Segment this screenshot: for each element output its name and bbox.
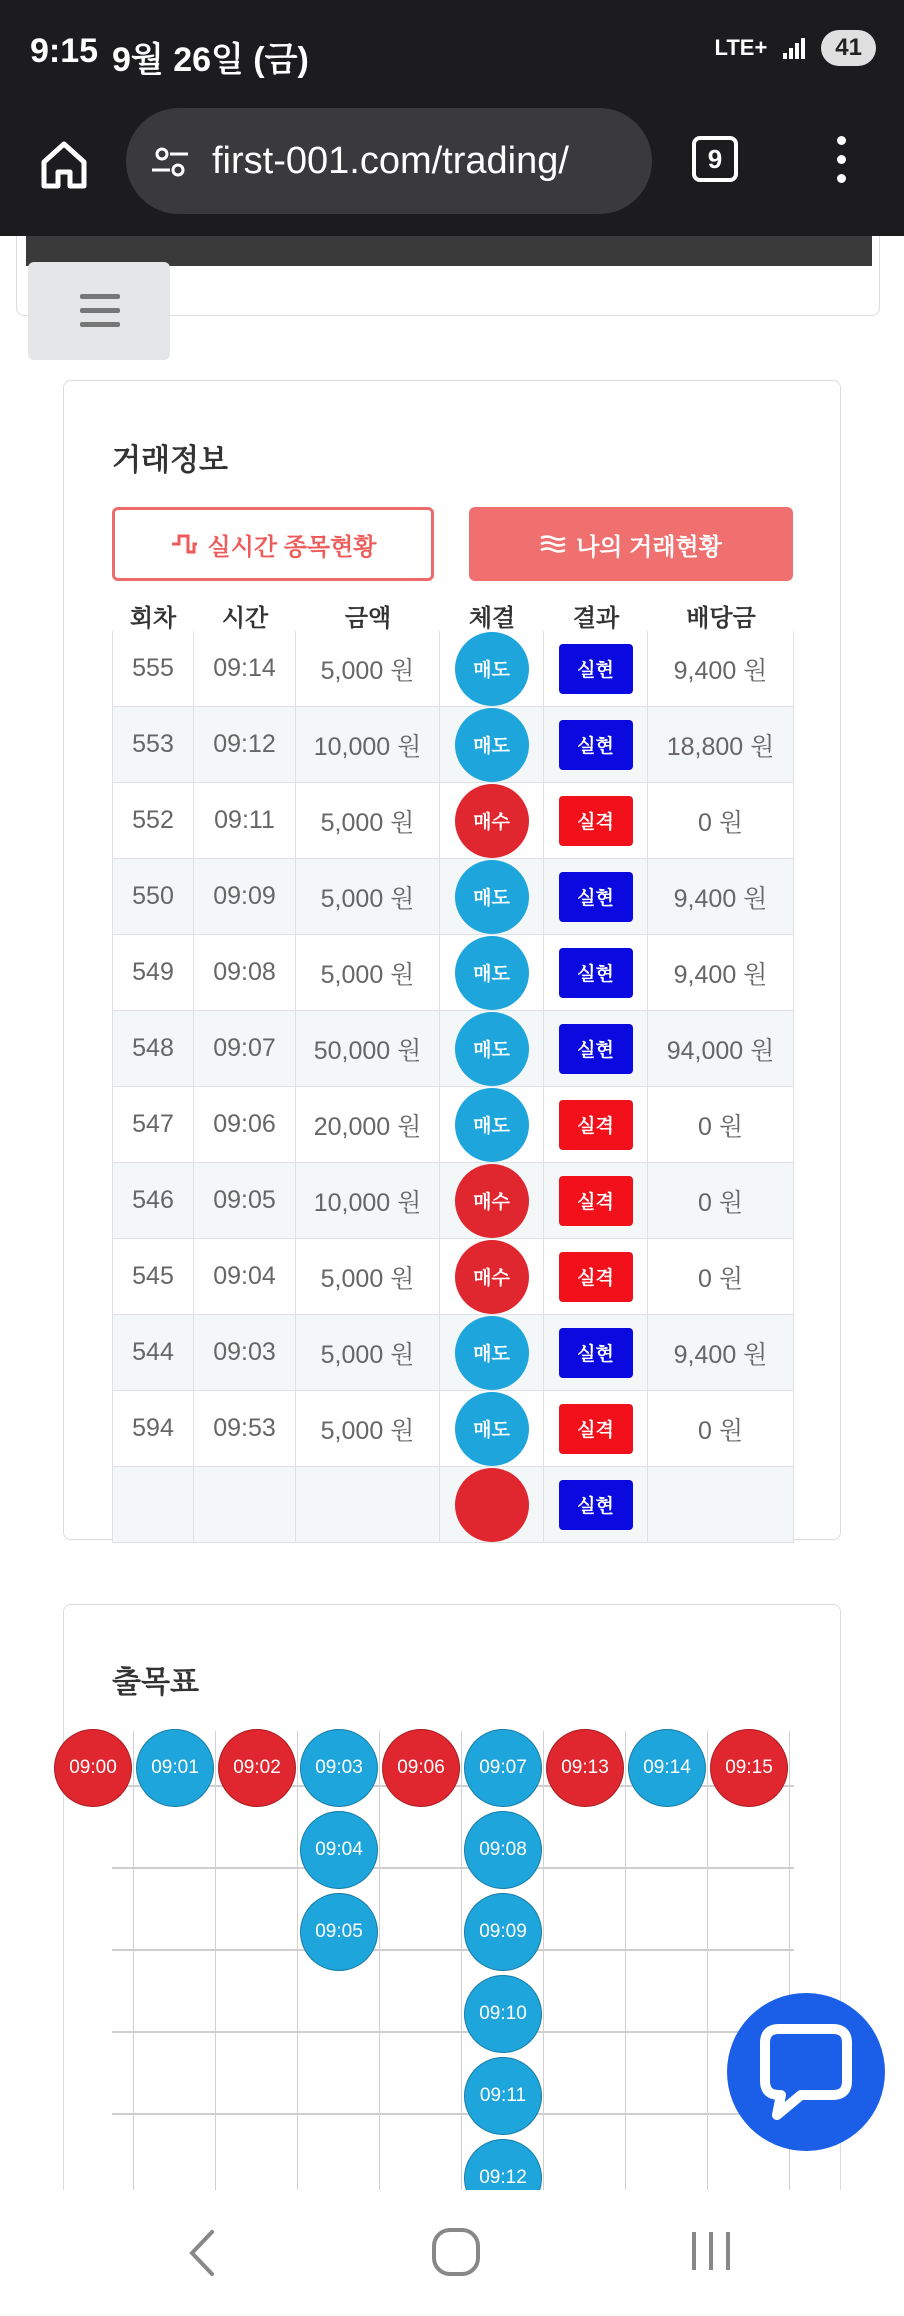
cell-time: 09:04 [194,1239,296,1314]
result-badge: 실현 [559,948,633,998]
result-badge: 실격 [559,1404,633,1454]
bead: 09:00 [54,1729,132,1807]
address-bar[interactable] [126,108,652,214]
cell-amount: 5,000 원 [296,631,440,706]
home-button[interactable] [34,134,94,194]
cell-side [440,935,544,1010]
hamburger-button[interactable] [28,262,170,360]
cell-side [440,1011,544,1086]
realtime-status-button[interactable] [112,507,434,581]
network-label: LTE+ [714,35,768,60]
cell-payout: 9,400 원 [648,1315,794,1390]
cell-payout: 9,400 원 [648,935,794,1010]
cell-time: 09:09 [194,859,296,934]
side-badge: 매도 [455,1012,529,1086]
bead: 09:15 [710,1729,788,1807]
cell-round: 550 [112,859,194,934]
hamburger-icon [80,294,120,299]
table-row [112,1087,794,1163]
side-badge: 매도 [455,1316,529,1390]
result-badge: 실현 [559,1024,633,1074]
bead: 09:01 [136,1729,214,1807]
side-badge: 매수 [455,1240,529,1314]
cell-payout: 9,400 원 [648,631,794,706]
cell-round: 544 [112,1315,194,1390]
cell-side [440,783,544,858]
status-bar [0,0,904,104]
cell-amount: 5,000 원 [296,1239,440,1314]
cell-amount: 5,000 원 [296,935,440,1010]
bead: 09:05 [300,1893,378,1971]
hamburger-icon-line [80,322,120,327]
cell-result [544,1391,648,1466]
cell-round: 553 [112,707,194,782]
cell-side [440,707,544,782]
bead: 09:08 [464,1811,542,1889]
url-text[interactable]: first-001.com/trading/ [212,140,569,182]
cell-result [544,1315,648,1390]
side-badge: 매수 [455,784,529,858]
cell-side [440,859,544,934]
cell-payout: 0 원 [648,1087,794,1162]
table-row [112,1239,794,1315]
cell-result [544,1011,648,1086]
my-trades-button[interactable] [469,507,793,581]
tune-icon[interactable] [150,142,190,182]
cell-time: 09:12 [194,707,296,782]
cell-side [440,631,544,706]
chat-bubble-icon [727,1993,885,2151]
cell-side [440,1315,544,1390]
cell-time: 09:14 [194,631,296,706]
cell-time: 09:06 [194,1087,296,1162]
chat-button[interactable] [727,1993,885,2151]
cell-round: 594 [112,1391,194,1466]
cell-time: 09:53 [194,1391,296,1466]
cell-time: 09:03 [194,1315,296,1390]
lines-icon [540,534,566,554]
result-badge: 실현 [559,872,633,922]
side-badge: 매도 [455,1392,529,1466]
result-badge: 실현 [559,1480,633,1530]
cell-result [544,1239,648,1314]
side-badge: 매도 [455,936,529,1010]
table-row [112,1011,794,1087]
side-badge: 매도 [455,708,529,782]
cell-payout: 0 원 [648,1163,794,1238]
trade-table-body[interactable] [112,651,794,1517]
status-icons [715,30,876,66]
bead: 09:09 [464,1893,542,1971]
recents-icon[interactable] [686,2226,736,2276]
side-badge: 매도 [455,632,529,706]
cell-side [440,1467,544,1542]
cell-result [544,783,648,858]
tab-switcher-button[interactable]: 9 [692,136,738,182]
side-badge: 매수 [455,1164,529,1238]
cell-round: 549 [112,935,194,1010]
cell-side [440,1239,544,1314]
table-row [112,631,794,707]
table-row [112,935,794,1011]
cell-time: 09:05 [194,1163,296,1238]
cell-result [544,1087,648,1162]
cell-round: 545 [112,1239,194,1314]
bead-grid[interactable] [69,1731,794,2191]
system-nav-bar [0,2190,904,2316]
cell-result [544,935,648,1010]
cell-payout [648,1467,794,1542]
result-badge: 실현 [559,720,633,770]
col-side: 체결 [468,605,516,632]
cell-amount: 5,000 원 [296,1391,440,1466]
status-date: 9월 26일 (금) [112,41,309,79]
result-badge: 실격 [559,1252,633,1302]
bead: 09:14 [628,1729,706,1807]
col-payout: 배당금 [686,605,756,632]
cell-side [440,1163,544,1238]
cell-amount: 5,000 원 [296,1315,440,1390]
cell-amount: 10,000 원 [296,707,440,782]
trade-info-card [63,380,841,1540]
battery-badge: 41 [821,30,876,66]
bead: 09:13 [546,1729,624,1807]
back-icon[interactable] [180,2226,230,2280]
cell-round: 552 [112,783,194,858]
result-badge: 실격 [559,1176,633,1226]
table-row [112,1315,794,1391]
cell-round [112,1467,194,1542]
table-row [112,707,794,783]
cell-time: 09:07 [194,1011,296,1086]
col-time: 시간 [221,605,269,632]
result-badge: 실현 [559,1328,633,1378]
cell-payout: 0 원 [648,1239,794,1314]
bead: 09:11 [464,2057,542,2135]
cell-result [544,631,648,706]
bead: 09:04 [300,1811,378,1889]
cell-result [544,1467,648,1542]
bead: 09:07 [464,1729,542,1807]
realtime-status-label: 실시간 종목현황 [207,533,377,561]
cell-payout: 94,000 원 [648,1011,794,1086]
cell-amount [296,1467,440,1542]
home-icon [34,134,94,194]
table-row [112,1391,794,1467]
cell-side [440,1391,544,1466]
cell-round: 547 [112,1087,194,1162]
bead: 09:10 [464,1975,542,2053]
browser-toolbar [0,104,904,236]
chart-table-title: 출목표 [112,1666,199,1699]
bead: 09:03 [300,1729,378,1807]
cell-amount: 50,000 원 [296,1011,440,1086]
more-vert-icon[interactable] [826,136,856,190]
cell-payout: 0 원 [648,1391,794,1466]
result-badge: 실격 [559,1100,633,1150]
circle-home-icon[interactable] [428,2224,484,2280]
cell-amount: 10,000 원 [296,1163,440,1238]
table-row [112,1163,794,1239]
bead: 09:06 [382,1729,460,1807]
cell-result [544,859,648,934]
result-badge: 실격 [559,796,633,846]
side-badge [455,1468,529,1542]
cell-payout: 18,800 원 [648,707,794,782]
col-amount: 금액 [344,605,392,632]
cell-amount: 5,000 원 [296,783,440,858]
chart-table-card [63,1604,841,2244]
result-badge: 실현 [559,644,633,694]
table-row [112,859,794,935]
cell-time [194,1467,296,1542]
status-time: 9:15 [30,32,99,70]
cell-amount: 20,000 원 [296,1087,440,1162]
cell-time: 09:11 [194,783,296,858]
cell-result [544,1163,648,1238]
side-badge: 매도 [455,860,529,934]
trade-info-title: 거래정보 [112,444,228,477]
cell-side [440,1087,544,1162]
table-row [112,1467,794,1543]
hamburger-icon-line [80,308,120,313]
pulse-icon [170,532,198,556]
table-row [112,783,794,859]
signal-icon [781,35,807,61]
cell-time: 09:08 [194,935,296,1010]
cell-round: 555 [112,631,194,706]
my-trades-label: 나의 거래현황 [576,533,722,561]
cell-result [544,707,648,782]
cell-round: 548 [112,1011,194,1086]
col-round: 회차 [129,605,177,632]
cell-amount: 5,000 원 [296,859,440,934]
bead: 09:02 [218,1729,296,1807]
col-result: 결과 [572,605,620,632]
cell-payout: 0 원 [648,783,794,858]
cell-round: 546 [112,1163,194,1238]
side-badge: 매도 [455,1088,529,1162]
bead: 09:12 [464,2139,542,2217]
cell-payout: 9,400 원 [648,859,794,934]
